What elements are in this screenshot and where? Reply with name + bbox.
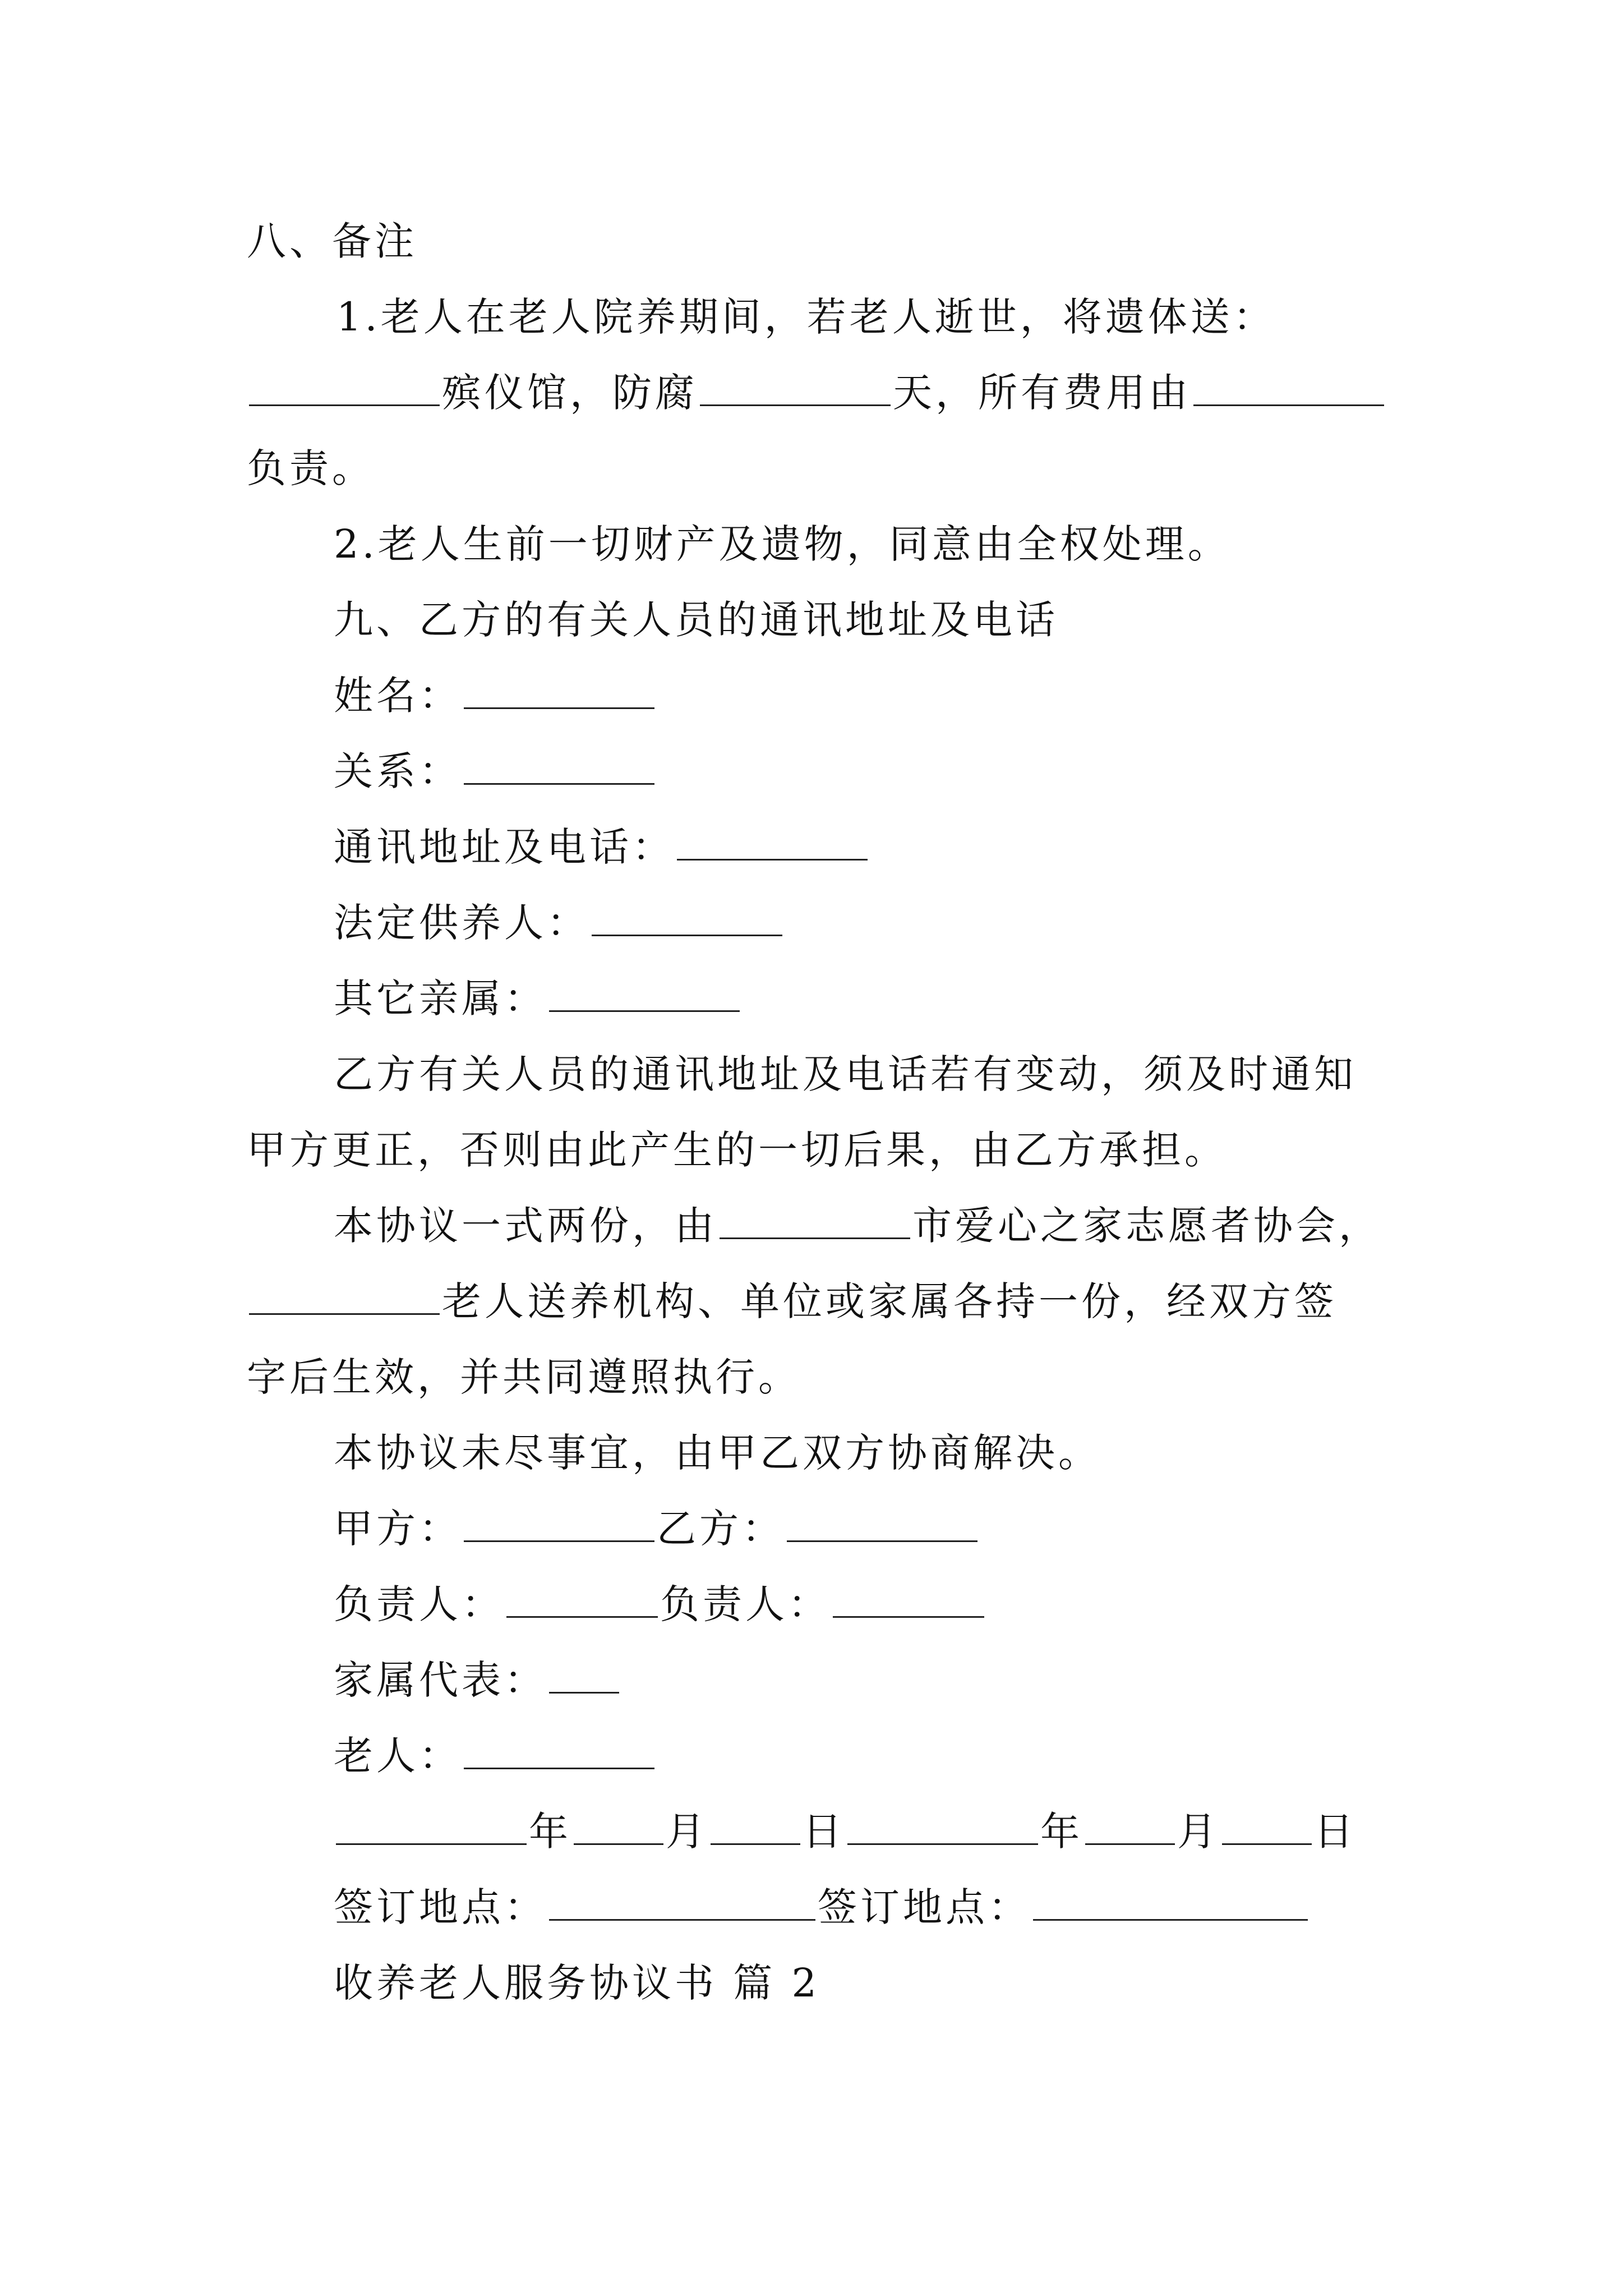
guardian-field[interactable] xyxy=(592,895,782,936)
elder-row xyxy=(334,1728,657,1784)
copies-line-2 xyxy=(247,1273,1337,1329)
next-article-title: 收养老人服务协议书 篇 2 xyxy=(334,1960,820,2006)
resp-b-field[interactable] xyxy=(833,1577,984,1618)
paragraph-1-line-2 xyxy=(247,365,1386,421)
contact-label: 通讯地址及电话： xyxy=(334,824,675,870)
notice-line-1: 乙方有关人员的通讯地址及电话若有变动，须及时通知 xyxy=(334,1051,1357,1097)
month-b-field[interactable] xyxy=(1085,1804,1175,1845)
relatives-field[interactable] xyxy=(549,971,740,1012)
year-a-label: 年 xyxy=(529,1809,571,1855)
text-funeral-home: 殡仪馆，防腐 xyxy=(442,370,698,416)
party-b-label: 乙方： xyxy=(657,1506,785,1552)
family-rep-label: 家属代表： xyxy=(334,1657,547,1703)
contact-field[interactable] xyxy=(677,820,868,861)
sign-place-a-field[interactable] xyxy=(549,1880,815,1921)
year-b-field[interactable] xyxy=(847,1804,1038,1845)
copies-line-3: 字后生效，并共同遵照执行。 xyxy=(247,1354,801,1400)
party-a-label: 甲方： xyxy=(334,1506,462,1552)
party-b-field[interactable] xyxy=(787,1501,978,1542)
resp-a-label: 负责人： xyxy=(334,1581,504,1627)
year-b-label: 年 xyxy=(1040,1809,1083,1855)
name-label: 姓名： xyxy=(334,673,462,719)
day-b-field[interactable] xyxy=(1222,1804,1312,1845)
month-a-field[interactable] xyxy=(574,1804,663,1845)
blank-elder-name[interactable] xyxy=(249,1274,440,1315)
blank-preservation-days[interactable] xyxy=(700,365,891,406)
year-a-field[interactable] xyxy=(336,1804,527,1845)
month-a-label: 月 xyxy=(666,1809,708,1855)
copies-line-1 xyxy=(334,1198,1381,1254)
party-a-field[interactable] xyxy=(464,1501,654,1542)
blank-responsible-party[interactable] xyxy=(1193,365,1384,406)
name-field[interactable] xyxy=(464,668,654,709)
section-heading-9: 九、乙方的有关人员的通讯地址及电话 xyxy=(334,597,1058,643)
family-rep-row xyxy=(334,1652,621,1708)
day-a-label: 日 xyxy=(803,1809,845,1855)
parties-row xyxy=(334,1501,980,1557)
relation-field[interactable] xyxy=(464,744,654,785)
relatives-label: 其它亲属： xyxy=(334,976,547,1022)
paragraph-1-line-1: 1.老人在老人院养期间，若老人逝世，将遗体送： xyxy=(336,294,1276,340)
copies-text-2: 市爱心之家志愿者协会， xyxy=(912,1203,1381,1249)
guardian-label: 法定供养人： xyxy=(334,900,589,946)
month-b-label: 月 xyxy=(1177,1809,1220,1855)
elder-label: 老人： xyxy=(334,1733,462,1779)
blank-funeral-home[interactable] xyxy=(249,365,440,406)
notice-line-2: 甲方更正，否则由此产生的一切后果，由乙方承担。 xyxy=(247,1127,1227,1173)
sign-place-row xyxy=(334,1879,1310,1935)
relation-row xyxy=(334,743,657,799)
elder-field[interactable] xyxy=(464,1728,654,1769)
unresolved-clause: 本协议未尽事宜，由甲乙双方协商解决。 xyxy=(334,1430,1101,1476)
day-b-label: 日 xyxy=(1314,1809,1357,1855)
relation-label: 关系： xyxy=(334,748,462,794)
copies-text-1: 本协议一式两份，由 xyxy=(334,1203,717,1249)
responsible-row xyxy=(334,1576,986,1632)
sign-place-b-field[interactable] xyxy=(1033,1880,1308,1921)
date-row xyxy=(334,1803,1357,1860)
name-row xyxy=(334,668,657,724)
day-a-field[interactable] xyxy=(711,1804,800,1845)
paragraph-1-line-3: 负责。 xyxy=(247,445,375,491)
blank-city[interactable] xyxy=(720,1198,910,1239)
resp-b-label: 负责人： xyxy=(660,1581,831,1627)
text-fees-by: 天，所有费用由 xyxy=(893,370,1191,416)
copies-text-3: 老人送养机构、单位或家属各持一份，经双方签 xyxy=(442,1278,1337,1324)
family-rep-field[interactable] xyxy=(549,1653,619,1694)
sign-place-a-label: 签订地点： xyxy=(334,1884,547,1930)
resp-a-field[interactable] xyxy=(506,1577,658,1618)
guardian-row xyxy=(334,895,785,951)
contact-row xyxy=(334,819,870,875)
paragraph-2: 2.老人生前一切财产及遗物，同意由全权处理。 xyxy=(334,521,1230,567)
relatives-row xyxy=(334,970,742,1027)
sign-place-b-label: 签订地点： xyxy=(818,1884,1031,1930)
section-heading-8: 八、备注 xyxy=(247,218,417,264)
